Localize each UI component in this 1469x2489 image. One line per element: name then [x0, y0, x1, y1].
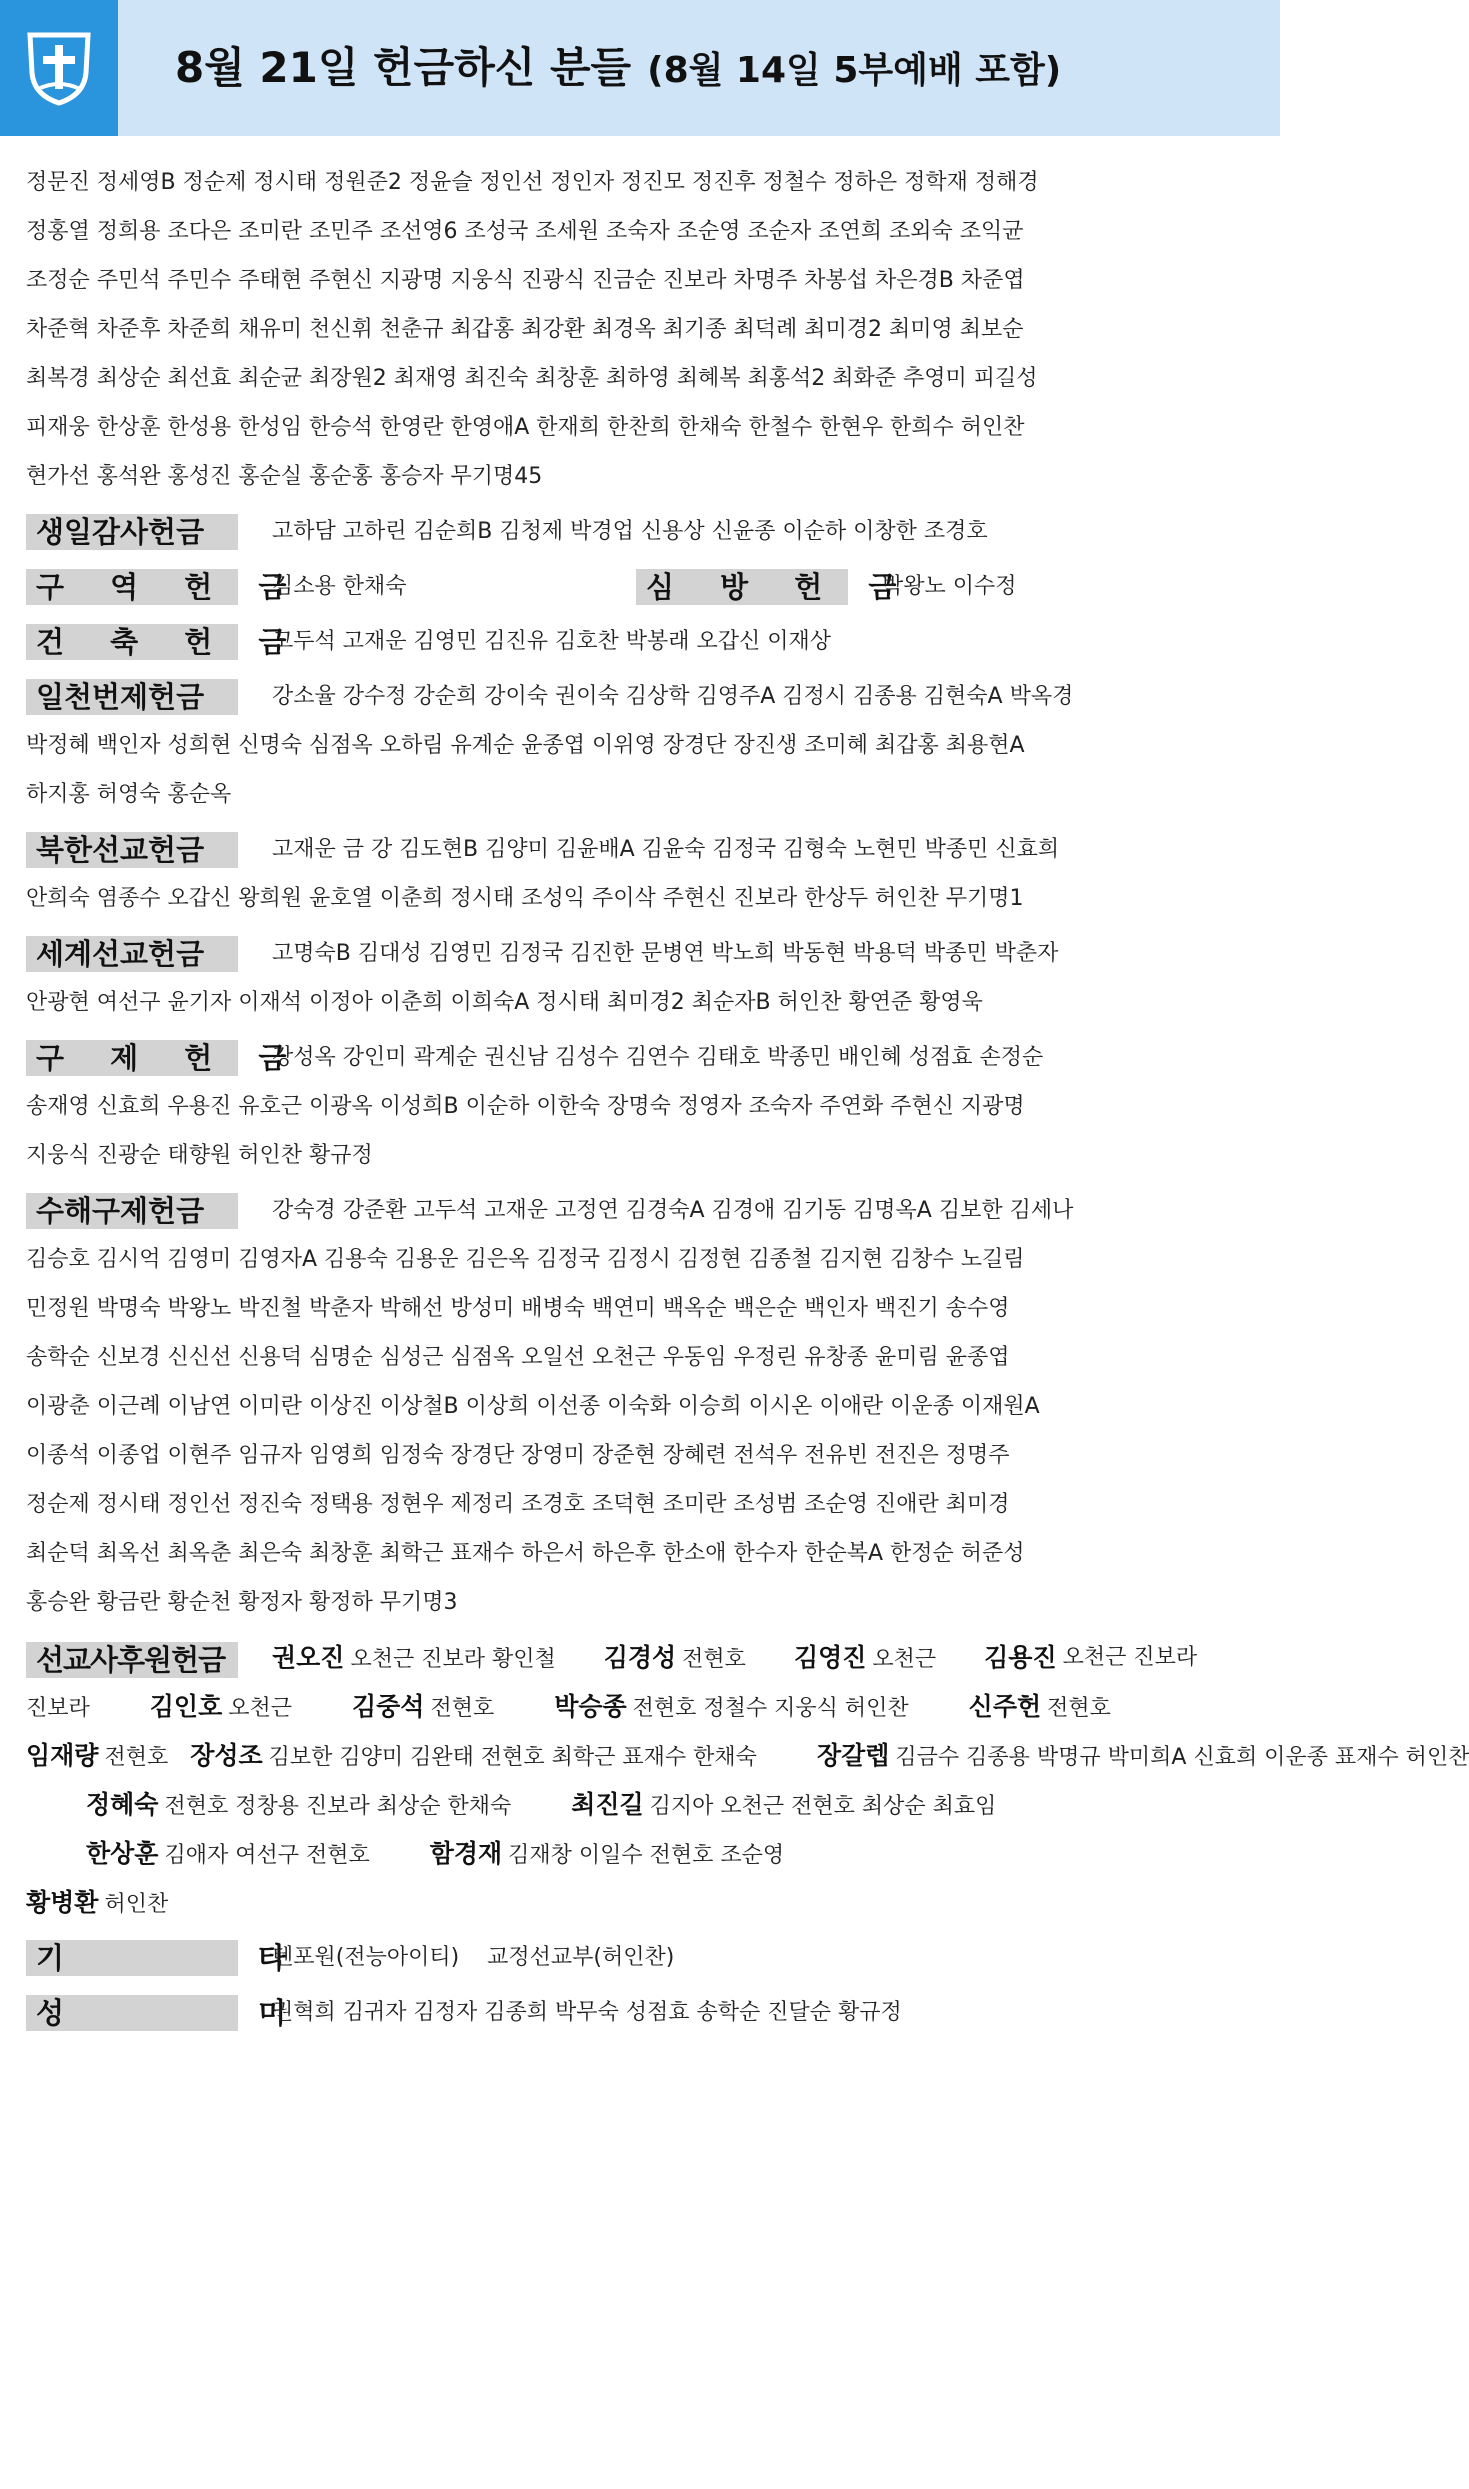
donor-line: 조정순 주민석 주민수 주태현 주현신 지광명 지웅식 진광식 진금순 진보라 차명주 차봉섭 차은경B 차준엽	[26, 268, 1025, 293]
missionary-donors: 전현호	[682, 1647, 746, 1672]
general-donors	[26, 158, 1256, 501]
donor-line: 강소율 강수정 강순희 강이숙 권이숙 김상학 김영주A 김정시 김종용 김현숙A 박옥경	[272, 684, 1074, 709]
section-label: 북한선교헌금	[26, 832, 238, 868]
section-tithe	[26, 672, 1256, 819]
section-relief	[26, 1033, 1256, 1180]
section-other	[26, 1933, 1256, 1982]
section-label: 구 역 헌 금	[26, 569, 238, 605]
donor-line: 고재운 금 강 김도현B 김양미 김윤배A 김윤숙 김정국 김형숙 노현민 박종민 신효희	[272, 837, 1060, 862]
donor-line: 홍승완 황금란 황순천 황정자 황정하 무기명3	[26, 1590, 458, 1615]
section-label: 선교사후원헌금	[26, 1642, 238, 1678]
missionary-name: 권오진	[272, 1643, 345, 1672]
missionary-donors: 김지아 오천근 전현호 최상순 최효임	[649, 1794, 997, 1819]
donor-line: 강숙경 강준환 고두석 고재운 고정연 김경숙A 김경애 김기동 김명옥A 김보한 김세나	[272, 1198, 1074, 1223]
donor-line: 피재웅 한상훈 한성용 한성임 한승석 한영란 한영애A 한재희 한찬희 한채숙 한철수 한현우 한희수 허인찬	[26, 415, 1025, 440]
missionary-name: 신주헌	[968, 1692, 1042, 1721]
donor-line: 차준혁 차준후 차준희 채유미 천신휘 천춘규 최갑홍 최강환 최경옥 최기종 최덕례 최미경2 최미영 최보순	[26, 317, 1024, 342]
title-main: 8월 21일 헌금하신 분들	[175, 43, 632, 92]
section-label: 구 제 헌 금	[26, 1040, 238, 1076]
donor-line: 박정혜 백인자 성희현 신명숙 심점옥 오하림 유계순 윤종엽 이위영 장경단 장진생 조미혜 최갑홍 최용현A	[26, 733, 1025, 758]
section-label: 건 축 헌 금	[26, 624, 238, 660]
missionary-name: 김인호	[149, 1692, 223, 1721]
section-missionary: 선교사후원헌금 권오진 오천근 진보라 황인철 김경성 전현호 김영진 오천근 김용진 오천근 진보라 진보라 김인호 오천근 김중석 전현호 박승종 전현호 정철수 지웅식 허인찬 신주헌 전현호 임재량 전현호 장성조 김보한 김양미 김완태 전현호 최학근 표재수 한채숙 장갈렙 김금수 김종용 박명규 박미희A 신효희 이운종 표재수 허인찬 정혜숙 전현호 정창용 진보라 최상순 한채숙 최진길 김지아 오천근 전현호 최상순 최효임 한상훈 김애자 여선구 전현호 함경재 김재창 이일수 전현호 조순영 황병환 허인찬	[26, 1633, 1256, 1927]
donor-line: 하지홍 허영숙 홍순옥	[26, 782, 232, 807]
cross-shield-icon	[26, 29, 92, 107]
section-building	[26, 617, 1256, 666]
missionary-donors: 전현호 정창용 진보라 최상순 한채숙	[164, 1794, 512, 1819]
section-flood	[26, 1186, 1256, 1627]
donor-line: 현가선 홍석완 홍성진 홍순실 홍순홍 홍승자 무기명45	[26, 464, 543, 489]
missionary-donors: 김애자 여선구 전현호	[164, 1843, 370, 1868]
missionary-donors: 전현호 정철수 지웅식 허인찬	[632, 1696, 909, 1721]
church-logo	[0, 0, 118, 136]
section-label: 심 방 헌 금	[636, 569, 848, 605]
donor-line: 송학순 신보경 신신선 신용덕 심명순 심성근 심점옥 오일선 오천근 우동임 우정린 유창종 윤미림 윤종엽	[26, 1345, 1010, 1370]
section-world	[26, 929, 1256, 1027]
missionary-name: 함경재	[429, 1839, 503, 1868]
donor-line: 최순덕 최옥선 최옥춘 최은숙 최창훈 최학근 표재수 하은서 하은후 한소애 한수자 한순복A 한정순 허준성	[26, 1541, 1025, 1566]
donor-line: 김소용 한채숙	[272, 574, 407, 599]
donor-line: 최복경 최상순 최선효 최순균 최장원2 최재영 최진숙 최창훈 최하영 최혜복 최홍석2 최화준 추영미 피길성	[26, 366, 1038, 391]
missionary-name: 김중석	[351, 1692, 425, 1721]
missionary-donors: 오천근	[228, 1696, 292, 1721]
missionary-donors: 허인찬	[104, 1892, 169, 1917]
title-subtitle: (8월 14일 5부예배 포함)	[647, 50, 1062, 91]
missionary-donors: 오천근 진보라	[1062, 1645, 1198, 1670]
missionary-donors: 김재창 이일수 전현호 조순영	[508, 1843, 785, 1868]
missionary-name: 정혜숙	[86, 1790, 159, 1819]
donor-line: 박왕노 이수정	[882, 574, 1017, 599]
section-label: 기 타	[26, 1940, 238, 1976]
section-label: 세계선교헌금	[26, 936, 238, 972]
section-label: 성 미	[26, 1995, 238, 2031]
section-label: 일천번제헌금	[26, 679, 238, 715]
missionary-name: 박승종	[554, 1692, 627, 1721]
missionary-name: 최진길	[571, 1790, 644, 1819]
header	[0, 0, 1280, 136]
donor-line: 정홍열 정희용 조다은 조미란 조민주 조선영6 조성국 조세원 조숙자 조순영 조순자 조연희 조외숙 조익균	[26, 219, 1024, 244]
missionary-name: 황병환	[26, 1888, 99, 1917]
donor-line: 고두석 고재운 김영민 김진유 김호찬 박봉래 오갑신 이재상	[272, 629, 832, 654]
donor-line: 고명숙B 김대성 김영민 김정국 김진한 문병연 박노희 박동현 박용덕 박종민 박춘자	[272, 941, 1059, 966]
donor-line: 민정원 박명숙 박왕노 박진철 박춘자 박해선 방성미 배병숙 백연미 백옥순 백은순 백인자 백진기 송수영	[26, 1296, 1010, 1321]
donor-line: 송재영 신효희 우용진 유호근 이광옥 이성희B 이순하 이한숙 장명숙 정영자 조숙자 주연화 주현신 지광명	[26, 1094, 1025, 1119]
missionary-donors: 김금수 김종용 박명규 박미희A 신효희 이운종 표재수 허인찬	[895, 1745, 1469, 1770]
missionary-donors: 전현호	[104, 1745, 169, 1770]
donor-line: 정문진 정세영B 정순제 정시태 정원준2 정윤슬 정인선 정인자 정진모 정진후 정철수 정하은 정학재 정해경	[26, 170, 1039, 195]
missionary-name: 임재량	[26, 1741, 99, 1770]
donor-line: 이광춘 이근례 이남연 이미란 이상진 이상철B 이상희 이선종 이숙화 이승희 이시온 이애란 이운종 이재원A	[26, 1394, 1040, 1419]
donor-line: 고하담 고하린 김순희B 김청제 박경업 신용상 신윤종 이순하 이창한 조경호	[272, 519, 988, 544]
donor-line: 강성옥 강인미 곽계순 권신남 김성수 김연수 김태호 박종민 배인혜 성점효 손정순	[272, 1045, 1044, 1070]
donor-line: 지웅식 진광순 태향원 허인찬 황규정	[26, 1143, 373, 1168]
donor-line: 안광현 여선구 윤기자 이재석 이정아 이춘희 이희숙A 정시태 최미경2 최순자B 허인찬 황연준 황영욱	[26, 990, 983, 1015]
missionary-donors: 전현호	[1047, 1696, 1111, 1721]
missionary-donors: 오천근	[872, 1647, 937, 1672]
section-rice	[26, 1988, 1256, 2037]
section-label: 생일감사헌금	[26, 514, 238, 550]
missionary-donors: 오천근 진보라 황인철	[350, 1647, 556, 1672]
donor-line: 이종석 이종업 이현주 임규자 임영희 임정숙 장경단 장영미 장준현 장혜련 전석우 전유빈 전진은 정명주	[26, 1443, 1010, 1468]
page-title	[175, 0, 1061, 136]
donor-line: 권혁희 김귀자 김정자 김종희 박무숙 성점효 송학순 진달순 황규정	[272, 2000, 902, 2025]
donor-line: 안희숙 염종수 오갑신 왕희원 윤호열 이춘희 정시태 조성익 주이삭 주현신 진보라 한상두 허인찬 무기명1	[26, 886, 1024, 911]
section-district-visit	[26, 562, 1256, 611]
missionary-name: 장성조	[190, 1741, 263, 1770]
missionary-name: 김경성	[603, 1643, 677, 1672]
donor-line: 김승호 김시억 김영미 김영자A 김용숙 김용운 김은옥 김정국 김정시 김정현 김종철 김지현 김창수 노길림	[26, 1247, 1025, 1272]
missionary-name: 김영진	[793, 1643, 867, 1672]
section-northkorea	[26, 825, 1256, 923]
missionary-donors: 전현호	[430, 1696, 495, 1721]
missionary-name: 김용진	[984, 1643, 1057, 1672]
donor-line: 텐포원(전능아이티) 교정선교부(허인찬)	[272, 1945, 675, 1970]
section-birthday	[26, 507, 1256, 556]
donor-list	[0, 136, 1469, 2037]
missionary-donors: 김보한 김양미 김완태 전현호 최학근 표재수 한채숙	[268, 1745, 757, 1770]
missionary-name: 장갈렙	[816, 1741, 890, 1770]
donor-line: 정순제 정시태 정인선 정진숙 정택용 정현우 제정리 조경호 조덕현 조미란 조성범 조순영 진애란 최미경	[26, 1492, 1010, 1517]
missionary-name: 한상훈	[86, 1839, 159, 1868]
section-label: 수해구제헌금	[26, 1193, 238, 1229]
